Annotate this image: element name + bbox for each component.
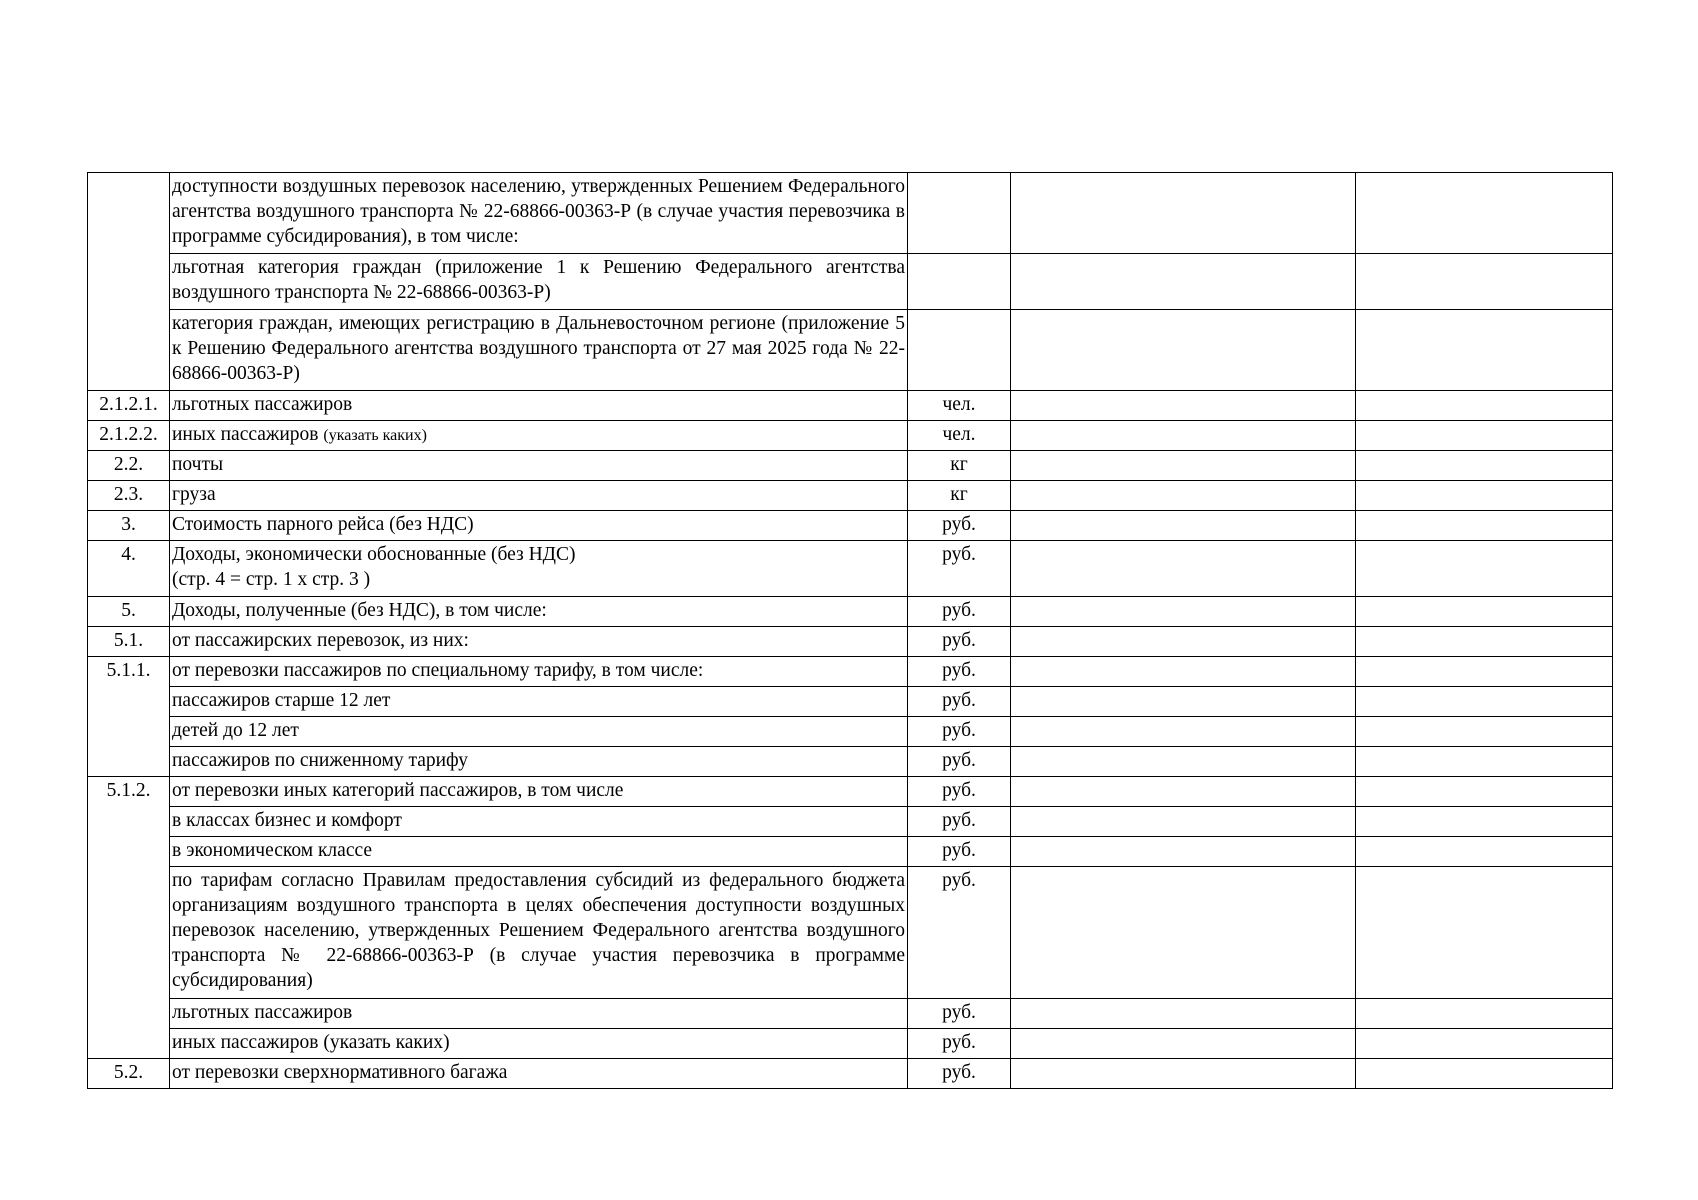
row-unit: кг [908, 451, 1011, 481]
value-cell[interactable] [1356, 657, 1613, 687]
table-row [88, 777, 1613, 807]
value-cell[interactable] [1011, 451, 1356, 481]
row-description [170, 541, 908, 597]
row-number: 5. [88, 597, 170, 627]
value-cell[interactable] [1011, 310, 1356, 391]
row-number: 5.2. [88, 1059, 170, 1089]
row-description: в экономическом классе [170, 837, 908, 867]
value-cell[interactable] [1011, 541, 1356, 597]
row-number: 5.1.1. [88, 657, 170, 777]
row-description: детей до 12 лет [170, 717, 908, 747]
table-row [88, 1059, 1613, 1089]
row-unit: руб. [908, 777, 1011, 807]
row-description: Доходы, полученные (без НДС), в том числе: [170, 597, 908, 627]
row-number: 2.1.2.2. [88, 421, 170, 451]
row-number: 4. [88, 541, 170, 597]
value-cell[interactable] [1356, 807, 1613, 837]
row-description: от перевозки пассажиров по специальному тарифу, в том числе: [170, 657, 908, 687]
row-unit: руб. [908, 657, 1011, 687]
value-cell[interactable] [1356, 511, 1613, 541]
row-description: пассажиров старше 12 лет [170, 687, 908, 717]
value-cell[interactable] [1011, 481, 1356, 511]
value-cell[interactable] [1356, 627, 1613, 657]
row-unit: чел. [908, 391, 1011, 421]
table-row [88, 254, 1613, 310]
row-unit: руб. [908, 511, 1011, 541]
row-description: иных пассажиров (указать каких) [170, 1029, 908, 1059]
row-unit: чел. [908, 421, 1011, 451]
table-row [88, 597, 1613, 627]
table-row [88, 837, 1613, 867]
row-description: от перевозки иных категорий пассажиров, в том числе [170, 777, 908, 807]
value-cell[interactable] [1011, 657, 1356, 687]
row-unit: руб. [908, 999, 1011, 1029]
row-unit: руб. [908, 747, 1011, 777]
table-row [88, 451, 1613, 481]
value-cell[interactable] [1011, 867, 1356, 999]
value-cell[interactable] [1356, 310, 1613, 391]
value-cell[interactable] [1011, 391, 1356, 421]
value-cell[interactable] [1356, 747, 1613, 777]
row-description: в классах бизнес и комфорт [170, 807, 908, 837]
table-row [88, 481, 1613, 511]
table-row [88, 541, 1613, 597]
value-cell[interactable] [1011, 173, 1356, 254]
table-row [88, 627, 1613, 657]
value-cell[interactable] [1011, 717, 1356, 747]
value-cell[interactable] [1011, 421, 1356, 451]
value-cell[interactable] [1356, 173, 1613, 254]
row-description: доступности воздушных перевозок населению, утвержденных Решением Федерального агентства воздушного транспорта № 22-68866-00363-Р (в случае участия перевозчика в программе субсидирования), в том числе: [170, 173, 908, 254]
row-unit: руб. [908, 867, 1011, 999]
row-description: категория граждан, имеющих регистрацию в Дальневосточном регионе (приложение 5 к Решению Федерального агентства воздушного транспорта от 27 мая 2025 года № 22-68866-00363-Р) [170, 310, 908, 391]
row-number-cell [88, 173, 170, 391]
row-unit: руб. [908, 687, 1011, 717]
row-description: почты [170, 451, 908, 481]
row-description: от пассажирских перевозок, из них: [170, 627, 908, 657]
row-unit: руб. [908, 541, 1011, 597]
value-cell[interactable] [1011, 687, 1356, 717]
table-row [88, 999, 1613, 1029]
value-cell[interactable] [1011, 1059, 1356, 1089]
value-cell[interactable] [1011, 597, 1356, 627]
row-number: 2.1.2.1. [88, 391, 170, 421]
row-description-main: Доходы, экономически обоснованные (без НДС) [172, 544, 576, 565]
value-cell[interactable] [1356, 1029, 1613, 1059]
value-cell[interactable] [1356, 541, 1613, 597]
row-description-formula: (стр. 4 = стр. 1 х стр. 3 ) [172, 569, 371, 590]
row-description-note: (указать каких) [323, 427, 427, 444]
table-row [88, 391, 1613, 421]
value-cell[interactable] [1011, 254, 1356, 310]
value-cell[interactable] [1356, 597, 1613, 627]
value-cell[interactable] [1356, 867, 1613, 999]
row-number: 3. [88, 511, 170, 541]
row-number: 5.1. [88, 627, 170, 657]
row-description [170, 421, 908, 451]
table-row [88, 657, 1613, 687]
value-cell[interactable] [1356, 717, 1613, 747]
row-description: от перевозки сверхнормативного багажа [170, 1059, 908, 1089]
row-description-main: иных пассажиров [172, 424, 319, 445]
row-unit: руб. [908, 597, 1011, 627]
table-row [88, 807, 1613, 837]
row-unit: кг [908, 481, 1011, 511]
row-number: 5.1.2. [88, 777, 170, 1059]
row-number: 2.2. [88, 451, 170, 481]
table-row [88, 747, 1613, 777]
row-unit [908, 254, 1011, 310]
value-cell[interactable] [1356, 999, 1613, 1029]
table-row [88, 421, 1613, 451]
row-description: по тарифам согласно Правилам предоставления субсидий из федерального бюджета организациям воздушного транспорта в целях обеспечения доступности воздушных перевозок населению, утвержденных Решением Федерального агентства воздушного транспорта № 22-68866-00363-Р (в случае участия перевозчика в программе субсидирования) [170, 867, 908, 999]
document-table [87, 172, 1613, 1089]
row-unit: руб. [908, 1029, 1011, 1059]
value-cell[interactable] [1356, 481, 1613, 511]
row-description: груза [170, 481, 908, 511]
value-cell[interactable] [1356, 451, 1613, 481]
value-cell[interactable] [1356, 1059, 1613, 1089]
row-unit [908, 310, 1011, 391]
row-description: льготных пассажиров [170, 999, 908, 1029]
value-cell[interactable] [1011, 999, 1356, 1029]
value-cell[interactable] [1011, 807, 1356, 837]
row-unit: руб. [908, 837, 1011, 867]
row-unit: руб. [908, 807, 1011, 837]
value-cell[interactable] [1011, 777, 1356, 807]
table-row [88, 310, 1613, 391]
row-unit [908, 173, 1011, 254]
table-row [88, 173, 1613, 254]
value-cell[interactable] [1356, 777, 1613, 807]
table-row [88, 511, 1613, 541]
table-row [88, 867, 1613, 999]
value-cell[interactable] [1356, 391, 1613, 421]
value-cell[interactable] [1011, 627, 1356, 657]
row-unit: руб. [908, 1059, 1011, 1089]
value-cell[interactable] [1356, 687, 1613, 717]
row-description: льготных пассажиров [170, 391, 908, 421]
row-unit: руб. [908, 627, 1011, 657]
value-cell[interactable] [1356, 837, 1613, 867]
row-unit: руб. [908, 717, 1011, 747]
table-row [88, 1029, 1613, 1059]
row-description: Стоимость парного рейса (без НДС) [170, 511, 908, 541]
value-cell[interactable] [1011, 837, 1356, 867]
value-cell[interactable] [1011, 1029, 1356, 1059]
value-cell[interactable] [1356, 254, 1613, 310]
table-row [88, 687, 1613, 717]
value-cell[interactable] [1011, 747, 1356, 777]
table-row [88, 717, 1613, 747]
row-number: 2.3. [88, 481, 170, 511]
row-description: льготная категория граждан (приложение 1 к Решению Федерального агентства воздушного транспорта № 22-68866-00363-Р) [170, 254, 908, 310]
value-cell[interactable] [1356, 421, 1613, 451]
row-description: пассажиров по сниженному тарифу [170, 747, 908, 777]
value-cell[interactable] [1011, 511, 1356, 541]
